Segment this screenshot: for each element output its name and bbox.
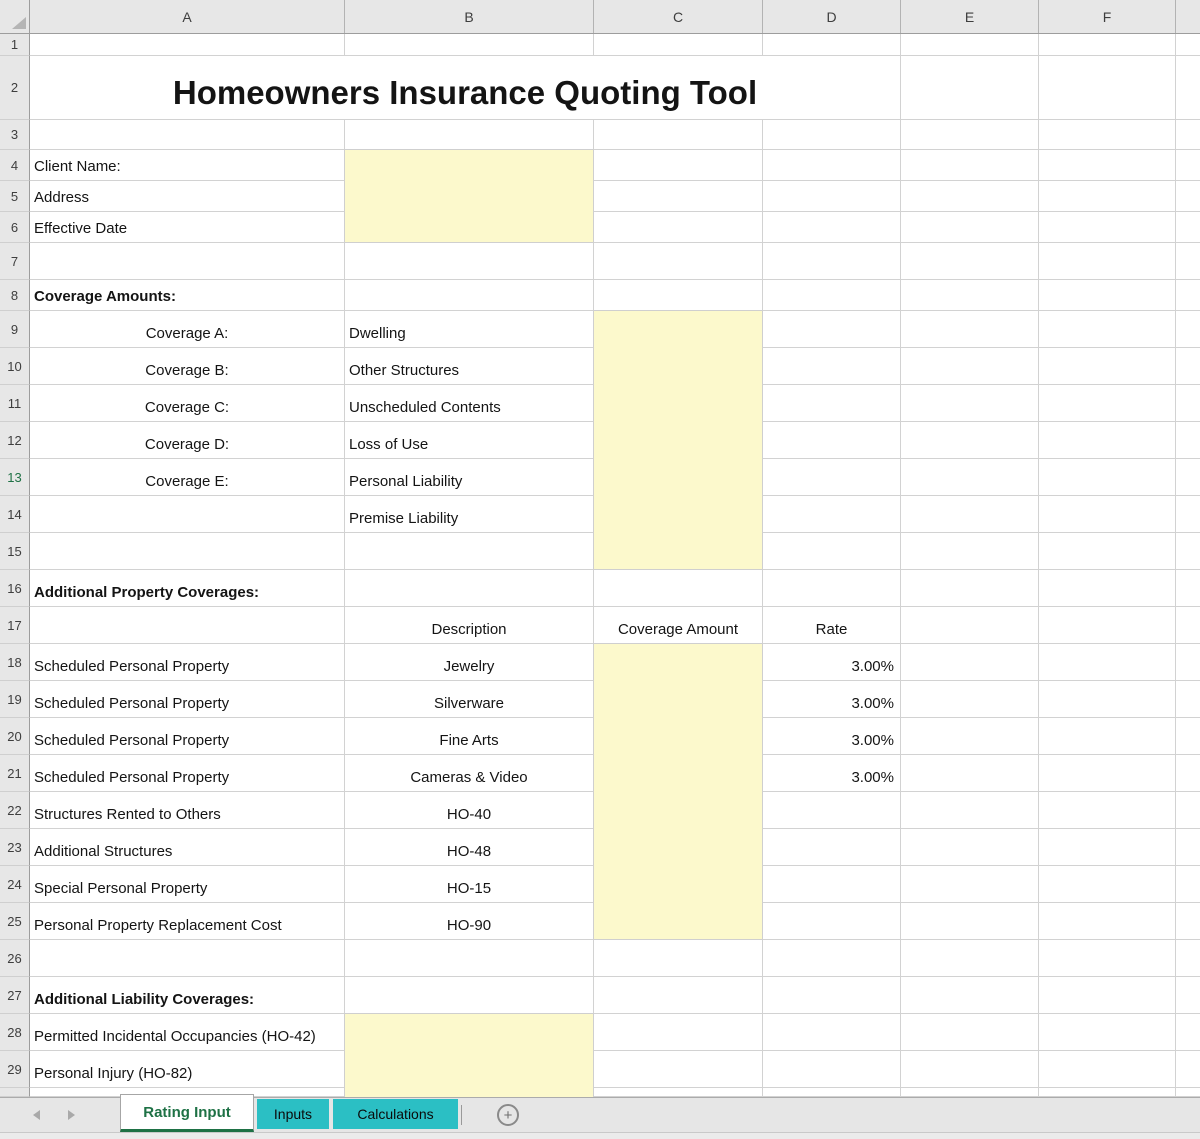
cell-E10[interactable] [901, 348, 1039, 385]
cell-G10[interactable] [1176, 348, 1200, 385]
cell-C6[interactable] [594, 212, 763, 243]
cell-E7[interactable] [901, 243, 1039, 280]
cell-F21[interactable] [1039, 755, 1176, 792]
cell-B14[interactable]: Premise Liability [345, 496, 594, 533]
cell-G29[interactable] [1176, 1051, 1200, 1088]
cell-D13[interactable] [763, 459, 901, 496]
cell-E4[interactable] [901, 150, 1039, 181]
cell-G27[interactable] [1176, 977, 1200, 1014]
cell-D28[interactable] [763, 1014, 901, 1051]
cell-D14[interactable] [763, 496, 901, 533]
cell-A25[interactable]: Personal Property Replacement Cost [30, 903, 345, 940]
cell-F30[interactable] [1039, 1088, 1176, 1097]
cell-E15[interactable] [901, 533, 1039, 570]
cell-D27[interactable] [763, 977, 901, 1014]
cell-F2[interactable] [1039, 56, 1176, 120]
sheet-tab-calculations[interactable]: Calculations [333, 1099, 458, 1129]
cell-E20[interactable] [901, 718, 1039, 755]
cell-F10[interactable] [1039, 348, 1176, 385]
cell-D4[interactable] [763, 150, 901, 181]
cell-F8[interactable] [1039, 280, 1176, 311]
cell-E11[interactable] [901, 385, 1039, 422]
cell-G26[interactable] [1176, 940, 1200, 977]
cell-C17[interactable]: Coverage Amount [594, 607, 763, 644]
row-header-23[interactable]: 23 [0, 829, 30, 866]
cell-E26[interactable] [901, 940, 1039, 977]
cell-F12[interactable] [1039, 422, 1176, 459]
cell-C26[interactable] [594, 940, 763, 977]
cell-G24[interactable] [1176, 866, 1200, 903]
cell-F15[interactable] [1039, 533, 1176, 570]
status-bar-strip [0, 1132, 1200, 1139]
grid-row-29 [0, 1051, 1200, 1088]
cell-F7[interactable] [1039, 243, 1176, 280]
cell-G5[interactable] [1176, 181, 1200, 212]
input-area-additional-property[interactable] [593, 643, 763, 940]
cell-E24[interactable] [901, 866, 1039, 903]
cell-A26[interactable] [30, 940, 345, 977]
row-header-29[interactable]: 29 [0, 1051, 30, 1088]
cell-F18[interactable] [1039, 644, 1176, 681]
cell-B26[interactable] [345, 940, 594, 977]
row-header-28[interactable]: 28 [0, 1014, 30, 1051]
cell-D10[interactable] [763, 348, 901, 385]
cell-E19[interactable] [901, 681, 1039, 718]
cell-C27[interactable] [594, 977, 763, 1014]
cell-D11[interactable] [763, 385, 901, 422]
cell-A11[interactable]: Coverage C: [30, 385, 345, 422]
cell-F29[interactable] [1039, 1051, 1176, 1088]
column-header-C[interactable]: C [594, 0, 763, 33]
row-header-17[interactable]: 17 [0, 607, 30, 644]
cell-B17[interactable]: Description [345, 607, 594, 644]
cell-A18[interactable]: Scheduled Personal Property [30, 644, 345, 681]
row-header-2[interactable]: 2 [0, 56, 30, 120]
cell-A9[interactable]: Coverage A: [30, 311, 345, 348]
cell-G13[interactable] [1176, 459, 1200, 496]
cell-G19[interactable] [1176, 681, 1200, 718]
cell-D9[interactable] [763, 311, 901, 348]
cell-A21[interactable]: Scheduled Personal Property [30, 755, 345, 792]
row-header-11[interactable]: 11 [0, 385, 30, 422]
row-header-18[interactable]: 18 [0, 644, 30, 681]
cell-G14[interactable] [1176, 496, 1200, 533]
add-sheet-button[interactable] [497, 1104, 519, 1126]
cell-A27[interactable]: Additional Liability Coverages: [30, 977, 345, 1014]
row-header-21[interactable]: 21 [0, 755, 30, 792]
cell-A14[interactable] [30, 496, 345, 533]
cell-E30[interactable] [901, 1088, 1039, 1097]
cell-F9[interactable] [1039, 311, 1176, 348]
cell-G3[interactable] [1176, 120, 1200, 150]
cell-B24[interactable]: HO-15 [345, 866, 594, 903]
cell-A24[interactable]: Special Personal Property [30, 866, 345, 903]
cell-F27[interactable] [1039, 977, 1176, 1014]
row-header-13-selected[interactable]: 13 [0, 459, 30, 496]
cell-A8[interactable]: Coverage Amounts: [30, 280, 345, 311]
select-all-triangle-icon [12, 17, 26, 29]
cell-D16[interactable] [763, 570, 901, 607]
column-header-E[interactable]: E [901, 0, 1039, 33]
grid-row-2 [0, 56, 1200, 120]
cell-D18[interactable]: 3.00% [763, 644, 901, 681]
row-header-4[interactable]: 4 [0, 150, 30, 181]
cell-B1[interactable] [345, 34, 594, 56]
cell-F5[interactable] [1039, 181, 1176, 212]
select-all-button[interactable] [0, 0, 30, 33]
cell-E9[interactable] [901, 311, 1039, 348]
cell-G16[interactable] [1176, 570, 1200, 607]
cell-B13[interactable]: Personal Liability [345, 459, 594, 496]
grid-row-28 [0, 1014, 1200, 1051]
cell-G17[interactable] [1176, 607, 1200, 644]
cell-title-merged-A2-D2[interactable]: Homeowners Insurance Quoting Tool [30, 56, 901, 120]
cell-D1[interactable] [763, 34, 901, 56]
plus-icon: + [503, 1106, 513, 1124]
grid-row-3 [0, 120, 1200, 150]
cell-A12[interactable]: Coverage D: [30, 422, 345, 459]
cell-G30[interactable] [1176, 1088, 1200, 1097]
cell-D29[interactable] [763, 1051, 901, 1088]
cell-A10[interactable]: Coverage B: [30, 348, 345, 385]
row-header-3[interactable]: 3 [0, 120, 30, 150]
cell-E22[interactable] [901, 792, 1039, 829]
row-header-5[interactable]: 5 [0, 181, 30, 212]
column-header-partial[interactable] [1176, 0, 1200, 33]
row-header-8[interactable]: 8 [0, 280, 30, 311]
cell-E8[interactable] [901, 280, 1039, 311]
cell-B23[interactable]: HO-48 [345, 829, 594, 866]
cell-G15[interactable] [1176, 533, 1200, 570]
cell-B12[interactable]: Loss of Use [345, 422, 594, 459]
cell-F4[interactable] [1039, 150, 1176, 181]
cell-B11[interactable]: Unscheduled Contents [345, 385, 594, 422]
cell-C28[interactable] [594, 1014, 763, 1051]
grid-row-6 [0, 212, 1200, 243]
grid-row-16 [0, 570, 1200, 607]
cell-F11[interactable] [1039, 385, 1176, 422]
sheet-nav-right-icon[interactable] [68, 1110, 75, 1120]
cell-F1[interactable] [1039, 34, 1176, 56]
cell-A15[interactable] [30, 533, 345, 570]
cell-C16[interactable] [594, 570, 763, 607]
cell-F16[interactable] [1039, 570, 1176, 607]
cell-C4[interactable] [594, 150, 763, 181]
row-header-16[interactable]: 16 [0, 570, 30, 607]
cell-A20[interactable]: Scheduled Personal Property [30, 718, 345, 755]
row-header-22[interactable]: 22 [0, 792, 30, 829]
column-header-A[interactable]: A [30, 0, 345, 33]
cell-B7[interactable] [345, 243, 594, 280]
cell-E5[interactable] [901, 181, 1039, 212]
cell-F20[interactable] [1039, 718, 1176, 755]
sheet-tab-inputs[interactable]: Inputs [257, 1099, 329, 1129]
cell-E14[interactable] [901, 496, 1039, 533]
cell-G4[interactable] [1176, 150, 1200, 181]
grid-row-7 [0, 243, 1200, 280]
cell-D22[interactable] [763, 792, 901, 829]
cell-F24[interactable] [1039, 866, 1176, 903]
sheet-tab-bar [0, 1097, 1200, 1132]
grid-row-4 [0, 150, 1200, 181]
row-header-26[interactable]: 26 [0, 940, 30, 977]
cell-G11[interactable] [1176, 385, 1200, 422]
cell-F14[interactable] [1039, 496, 1176, 533]
cell-C8[interactable] [594, 280, 763, 311]
cell-C3[interactable] [594, 120, 763, 150]
cell-G7[interactable] [1176, 243, 1200, 280]
cell-G20[interactable] [1176, 718, 1200, 755]
cell-A28[interactable]: Permitted Incidental Occupancies (HO-42) [30, 1014, 345, 1051]
cell-A3[interactable] [30, 120, 345, 150]
cell-D23[interactable] [763, 829, 901, 866]
row-header-12[interactable]: 12 [0, 422, 30, 459]
row-header-9[interactable]: 9 [0, 311, 30, 348]
row-header-25[interactable]: 25 [0, 903, 30, 940]
cell-D21[interactable]: 3.00% [763, 755, 901, 792]
row-header-30-partial[interactable] [0, 1088, 30, 1097]
input-area-client-info[interactable] [344, 149, 594, 243]
row-header-19[interactable]: 19 [0, 681, 30, 718]
cell-A23[interactable]: Additional Structures [30, 829, 345, 866]
input-area-additional-liability[interactable] [344, 1013, 594, 1097]
cell-E1[interactable] [901, 34, 1039, 56]
cell-B19[interactable]: Silverware [345, 681, 594, 718]
cell-D8[interactable] [763, 280, 901, 311]
cell-E16[interactable] [901, 570, 1039, 607]
cell-D3[interactable] [763, 120, 901, 150]
row-header-1[interactable]: 1 [0, 34, 30, 56]
row-header-15[interactable]: 15 [0, 533, 30, 570]
cell-A6[interactable]: Effective Date [30, 212, 345, 243]
cell-G9[interactable] [1176, 311, 1200, 348]
cell-G21[interactable] [1176, 755, 1200, 792]
cell-B21[interactable]: Cameras & Video [345, 755, 594, 792]
cell-F17[interactable] [1039, 607, 1176, 644]
cell-E12[interactable] [901, 422, 1039, 459]
cell-D30[interactable] [763, 1088, 901, 1097]
cell-B9[interactable]: Dwelling [345, 311, 594, 348]
cell-C29[interactable] [594, 1051, 763, 1088]
cell-F23[interactable] [1039, 829, 1176, 866]
cell-F19[interactable] [1039, 681, 1176, 718]
cell-A17[interactable] [30, 607, 345, 644]
cell-E25[interactable] [901, 903, 1039, 940]
cell-E28[interactable] [901, 1014, 1039, 1051]
column-header-F[interactable]: F [1039, 0, 1176, 33]
grid-row-1 [0, 34, 1200, 56]
cell-B8[interactable] [345, 280, 594, 311]
cell-F26[interactable] [1039, 940, 1176, 977]
cell-A7[interactable] [30, 243, 345, 280]
column-header-row [0, 0, 1200, 34]
cell-G18[interactable] [1176, 644, 1200, 681]
cell-F28[interactable] [1039, 1014, 1176, 1051]
row-header-24[interactable]: 24 [0, 866, 30, 903]
sheet-nav-left-icon[interactable] [33, 1110, 40, 1120]
row-header-6[interactable]: 6 [0, 212, 30, 243]
cell-A22[interactable]: Structures Rented to Others [30, 792, 345, 829]
cell-A1[interactable] [30, 34, 345, 56]
cell-G6[interactable] [1176, 212, 1200, 243]
cell-F25[interactable] [1039, 903, 1176, 940]
cell-C5[interactable] [594, 181, 763, 212]
input-area-coverage-amounts[interactable] [593, 310, 763, 570]
cell-D25[interactable] [763, 903, 901, 940]
cell-E2[interactable] [901, 56, 1039, 120]
cell-B3[interactable] [345, 120, 594, 150]
column-header-D[interactable]: D [763, 0, 901, 33]
cell-D24[interactable] [763, 866, 901, 903]
cell-B10[interactable]: Other Structures [345, 348, 594, 385]
cell-D26[interactable] [763, 940, 901, 977]
row-header-14[interactable]: 14 [0, 496, 30, 533]
cell-A16[interactable]: Additional Property Coverages: [30, 570, 345, 607]
cell-D6[interactable] [763, 212, 901, 243]
cell-F13[interactable] [1039, 459, 1176, 496]
row-header-27[interactable]: 27 [0, 977, 30, 1014]
cell-G23[interactable] [1176, 829, 1200, 866]
cell-B15[interactable] [345, 533, 594, 570]
cell-E6[interactable] [901, 212, 1039, 243]
cell-D12[interactable] [763, 422, 901, 459]
row-header-20[interactable]: 20 [0, 718, 30, 755]
cell-E21[interactable] [901, 755, 1039, 792]
cell-B25[interactable]: HO-90 [345, 903, 594, 940]
cell-D5[interactable] [763, 181, 901, 212]
cell-B27[interactable] [345, 977, 594, 1014]
row-header-10[interactable]: 10 [0, 348, 30, 385]
cell-G1[interactable] [1176, 34, 1200, 56]
cell-E23[interactable] [901, 829, 1039, 866]
cell-G8[interactable] [1176, 280, 1200, 311]
sheet-tab-rating-input[interactable]: Rating Input [120, 1094, 254, 1132]
cell-E27[interactable] [901, 977, 1039, 1014]
cell-C7[interactable] [594, 243, 763, 280]
cell-F6[interactable] [1039, 212, 1176, 243]
cell-G2[interactable] [1176, 56, 1200, 120]
cell-B22[interactable]: HO-40 [345, 792, 594, 829]
cell-D19[interactable]: 3.00% [763, 681, 901, 718]
cell-B16[interactable] [345, 570, 594, 607]
grid-row-5 [0, 181, 1200, 212]
grid-row-17 [0, 607, 1200, 644]
cell-C30[interactable] [594, 1088, 763, 1097]
grid-row-8 [0, 280, 1200, 311]
cell-E18[interactable] [901, 644, 1039, 681]
cell-B18[interactable]: Jewelry [345, 644, 594, 681]
cell-D15[interactable] [763, 533, 901, 570]
grid-row-26 [0, 940, 1200, 977]
cell-A29[interactable]: Personal Injury (HO-82) [30, 1051, 345, 1088]
cell-A13[interactable]: Coverage E: [30, 459, 345, 496]
cell-D17[interactable]: Rate [763, 607, 901, 644]
cell-B20[interactable]: Fine Arts [345, 718, 594, 755]
cell-F3[interactable] [1039, 120, 1176, 150]
cell-F22[interactable] [1039, 792, 1176, 829]
tab-separator [461, 1105, 462, 1125]
cell-A4[interactable]: Client Name: [30, 150, 345, 181]
cell-E29[interactable] [901, 1051, 1039, 1088]
cell-G22[interactable] [1176, 792, 1200, 829]
cell-G12[interactable] [1176, 422, 1200, 459]
cell-A5[interactable]: Address [30, 181, 345, 212]
cell-E3[interactable] [901, 120, 1039, 150]
grid-row-27 [0, 977, 1200, 1014]
cell-D7[interactable] [763, 243, 901, 280]
cell-C1[interactable] [594, 34, 763, 56]
cell-E17[interactable] [901, 607, 1039, 644]
cell-G28[interactable] [1176, 1014, 1200, 1051]
cell-G25[interactable] [1176, 903, 1200, 940]
cell-D20[interactable]: 3.00% [763, 718, 901, 755]
row-header-7[interactable]: 7 [0, 243, 30, 280]
cell-E13[interactable] [901, 459, 1039, 496]
cell-A19[interactable]: Scheduled Personal Property [30, 681, 345, 718]
column-header-B[interactable]: B [345, 0, 594, 33]
